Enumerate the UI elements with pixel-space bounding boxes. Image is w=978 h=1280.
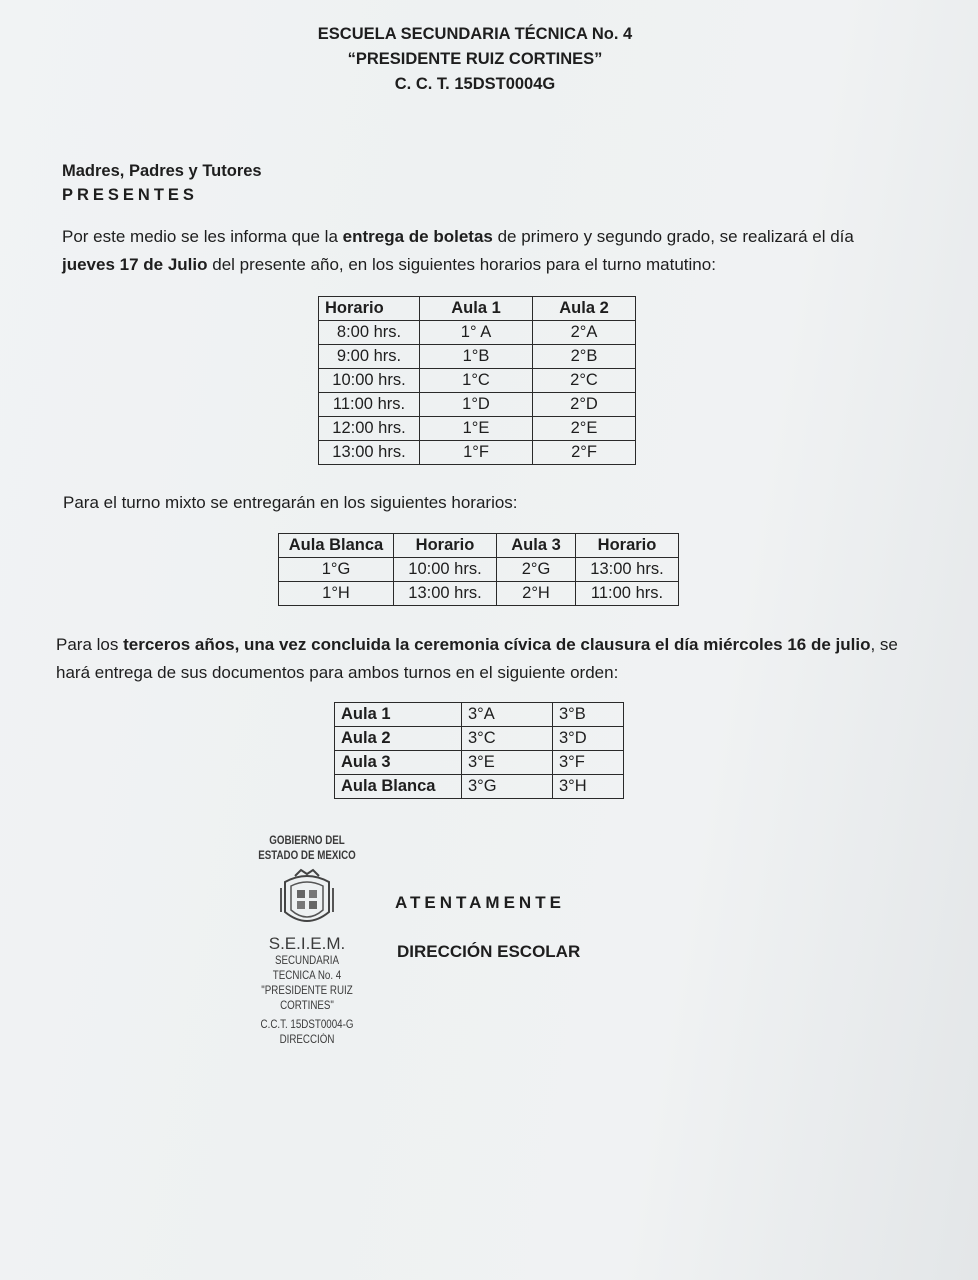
table-row [279,558,679,582]
table-cell: 2°C [533,369,636,393]
table-terceros [334,702,624,799]
header-cell: Aula 2 [533,297,636,321]
header-cell: Aula Blanca [279,534,394,558]
table-cell: 2°H [497,582,576,606]
table-row [319,345,636,369]
table-cell: 8:00 hrs. [319,321,420,345]
table-cell: 3°F [553,751,624,775]
table-row [335,727,624,751]
table-cell: 1°G [279,558,394,582]
p1-bold-b: jueves 17 de Julio [62,255,208,274]
greeting-recipients: Madres, Padres y Tutores [62,162,262,180]
table-header-row [279,534,679,558]
table-cell: 3°D [553,727,624,751]
table-cell: 1°E [420,417,533,441]
table-cell: 1°C [420,369,533,393]
table-cell: 11:00 hrs. [319,393,420,417]
table-cell: 1°F [420,441,533,465]
table-cell: 9:00 hrs. [319,345,420,369]
header-cell: Horario [319,297,420,321]
table-cell: 2°D [533,393,636,417]
table-row [319,441,636,465]
table-cell: 3°H [553,775,624,799]
table-cell: 1°D [420,393,533,417]
table-cell: Aula 2 [335,727,462,751]
table-row [335,703,624,727]
seal-line: GOBIERNO DEL [269,835,345,847]
header-cell: Aula 1 [420,297,533,321]
table-cell: Aula Blanca [335,775,462,799]
table-cell: 13:00 hrs. [319,441,420,465]
table-row [335,751,624,775]
seal-line: C.C.T. 15DST0004-G [260,1019,354,1031]
table-row [319,393,636,417]
table-cell: 10:00 hrs. [319,369,420,393]
table-cell: 12:00 hrs. [319,417,420,441]
coat-of-arms-icon [277,868,337,932]
table-cell: 3°G [462,775,553,799]
greeting [62,159,262,207]
closing-atentamente: ATENTAMENTE [395,893,565,912]
table-cell: 2°B [533,345,636,369]
school-name: ESCUELA SECUNDARIA TÉCNICA No. 4 [317,25,633,43]
table-cell: 3°B [553,703,624,727]
paragraph-matutino [62,223,902,279]
p1-text-b: de primero y segundo grado, se realizará el día [492,227,854,246]
p1-text-a: Por este medio se les informa que la [62,227,343,246]
paragraph-mixto: Para el turno mixto se entregarán en los siguientes horarios: [63,493,518,512]
table-cell: 2°G [497,558,576,582]
document-header [0,22,950,97]
p1-bold-a: entrega de boletas [342,227,493,246]
table-header-row [319,297,636,321]
table-cell: 13:00 hrs. [394,582,497,606]
table-cell: 13:00 hrs. [576,558,679,582]
table-cell: 10:00 hrs. [394,558,497,582]
table-cell: 1°H [279,582,394,606]
closing-signature: DIRECCIÓN ESCOLAR [397,942,581,961]
p3-text-b: , se hará entrega de sus documentos para ambos turnos en el siguiente orden: [56,635,898,682]
seal-line: ESTADO DE MEXICO [258,850,356,862]
table-row [279,582,679,606]
table-cell: 2°E [533,417,636,441]
seal-line: SECUNDARIA TECNICA No. 4 [272,955,342,982]
school-seal [244,834,370,1048]
school-nickname: “PRESIDENTE RUIZ CORTINES” [347,50,603,68]
p1-text-c: del presente año, en los siguientes horarios para el turno matutino: [207,255,716,274]
header-cell: Horario [394,534,497,558]
p3-text-a: Para los [56,635,124,654]
table-cell: 1°B [420,345,533,369]
table-cell: 1° A [420,321,533,345]
seal-line: "PRESIDENTE RUIZ CORTINES" [261,985,353,1012]
table-row [319,321,636,345]
table-cell: 11:00 hrs. [576,582,679,606]
table-cell: Aula 3 [335,751,462,775]
table-cell: 3°A [462,703,553,727]
header-cell: Horario [576,534,679,558]
table-matutino [318,296,636,465]
table-row [319,417,636,441]
greeting-presentes: PRESENTES [62,186,198,204]
table-cell: 2°F [533,441,636,465]
table-cell: 3°E [462,751,553,775]
table-cell: 2°A [533,321,636,345]
header-cell: Aula 3 [497,534,576,558]
seal-line: DIRECCIÓN [279,1034,335,1046]
school-cct: C. C. T. 15DST0004G [394,75,556,93]
table-row [319,369,636,393]
table-mixto [278,533,679,606]
p3-bold: terceros años, una vez concluida la ceremonia cívica de clausura el día miércoles 16 de julio [123,635,871,654]
table-cell: 3°C [462,727,553,751]
seal-line: S.E.I.E.M. [268,934,346,953]
table-row [335,775,624,799]
paragraph-terceros [56,631,916,687]
table-cell: Aula 1 [335,703,462,727]
